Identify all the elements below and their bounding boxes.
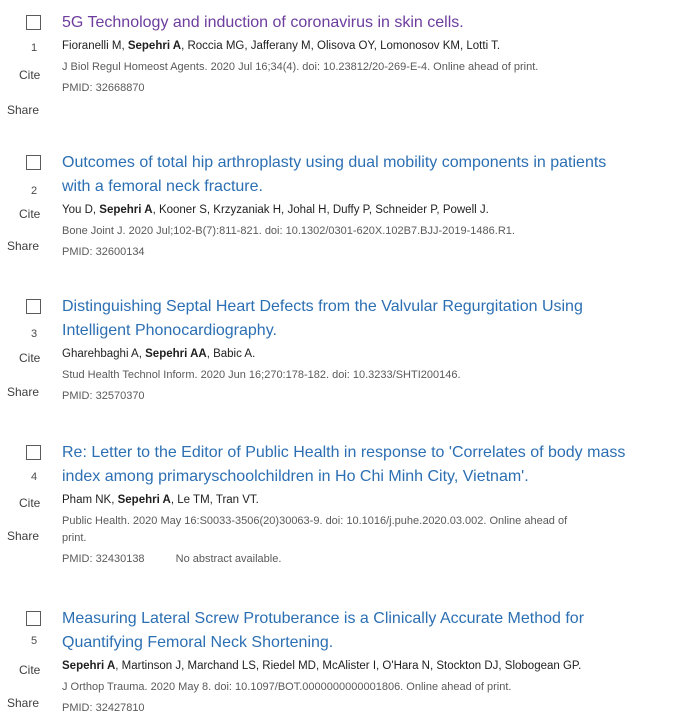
pmid-row <box>62 388 692 405</box>
author-name: Babic A. <box>213 348 256 360</box>
author-name: Gharehbaghi A <box>62 348 139 360</box>
result-pmid: PMID: 32600134 <box>62 246 145 258</box>
author-name: Sepehri A <box>127 40 182 52</box>
author-name: Roccia MG <box>187 40 245 52</box>
share-button[interactable]: Share <box>7 239 40 253</box>
result-title-line: with a femoral neck fracture. <box>62 178 263 195</box>
share-button[interactable]: Share <box>7 385 40 399</box>
result-number: 2 <box>30 185 38 197</box>
citation-line: print. <box>62 532 87 544</box>
pmid-row <box>62 551 692 568</box>
result-checkbox[interactable] <box>26 155 41 170</box>
result-title-link[interactable] <box>62 295 692 343</box>
result-pmid: PMID: 32668870 <box>62 82 145 94</box>
result-title-link[interactable] <box>62 151 692 199</box>
result-content <box>62 11 692 97</box>
cite-button[interactable]: Cite <box>19 496 41 510</box>
author-name: Sepehri A <box>62 660 116 672</box>
result-authors: You D, Sepehri A, Kooner S, Krzyzaniak H, Johal H, Duffy P, Schneider P, Powell J. <box>62 204 489 216</box>
author-name: Lomonosov KM <box>380 40 460 52</box>
author-name: O'Hara N <box>382 660 430 672</box>
result-number: 5 <box>30 635 38 647</box>
author-name: Olisova OY <box>317 40 374 52</box>
author-name: Martinson J <box>121 660 182 672</box>
author-name: Krzyzaniak H <box>213 204 282 216</box>
share-button[interactable]: Share <box>7 529 40 543</box>
author-name: Tran VT. <box>215 494 259 506</box>
result-content <box>62 295 692 405</box>
result-title-link[interactable] <box>62 11 692 35</box>
result-pmid: PMID: 32427810 <box>62 702 145 714</box>
result-checkbox[interactable] <box>26 445 41 460</box>
result-title-link[interactable] <box>62 607 692 655</box>
cite-button[interactable]: Cite <box>19 207 41 221</box>
result-content <box>62 607 692 717</box>
author-name: Powell J. <box>442 204 489 216</box>
result-citation <box>62 367 692 384</box>
result-title-line: Outcomes of total hip arthroplasty using dual mobility components in patients <box>62 154 607 171</box>
result-authors: Sepehri A, Martinson J, Marchand LS, Riedel MD, McAlister I, O'Hara N, Stockton DJ, Slobogean GP. <box>62 660 582 672</box>
result-content <box>62 151 692 261</box>
author-name: Sepehri A <box>99 204 153 216</box>
author-name: Pham NK <box>62 494 112 506</box>
result-citation <box>62 223 692 240</box>
result-number: 4 <box>30 471 38 483</box>
result-checkbox[interactable] <box>26 15 41 30</box>
author-name: Lotti T. <box>466 40 501 52</box>
author-name: Kooner S <box>158 204 207 216</box>
result-authors: Pham NK, Sepehri A, Le TM, Tran VT. <box>62 494 259 506</box>
cite-button[interactable]: Cite <box>19 351 41 365</box>
result-authors: Fioranelli M, Sepehri A, Roccia MG, Jafferany M, Olisova OY, Lomonosov KM, Lotti T. <box>62 40 501 52</box>
result-title-line: Re: Letter to the Editor of Public Health in response to 'Correlates of body mass <box>62 444 626 461</box>
share-button[interactable]: Share <box>7 103 40 117</box>
author-name: Le TM <box>177 494 210 506</box>
result-citation <box>62 513 692 547</box>
citation-line: J Biol Regul Homeost Agents. 2020 Jul 16;34(4). doi: 10.23812/20-269-E-4. Online ahead of print. <box>62 61 539 73</box>
pmid-row <box>62 244 692 261</box>
citation-line: Bone Joint J. 2020 Jul;102-B(7):811-821. doi: 10.1302/0301-620X.102B7.BJJ-2019-1486.R1. <box>62 225 515 237</box>
result-checkbox[interactable] <box>26 299 41 314</box>
result-number: 3 <box>30 328 38 340</box>
author-name: McAlister I <box>322 660 377 672</box>
author-name: Riedel MD <box>262 660 316 672</box>
author-name: Johal H <box>287 204 327 216</box>
result-title-line: Quantifying Femoral Neck Shortening. <box>62 634 334 651</box>
result-content <box>62 441 692 568</box>
pmid-row <box>62 80 692 97</box>
citation-line: Stud Health Technol Inform. 2020 Jun 16;270:178-182. doi: 10.3233/SHTI200146. <box>62 369 461 381</box>
result-pmid: PMID: 32570370 <box>62 390 145 402</box>
result-authors: Gharehbaghi A, Sepehri AA, Babic A. <box>62 348 256 360</box>
share-button[interactable]: Share <box>7 696 40 710</box>
author-name: Fioranelli M <box>62 40 122 52</box>
result-pmid: PMID: 32430138 <box>62 553 145 565</box>
citation-line: Public Health. 2020 May 16:S0033-3506(20)30063-9. doi: 10.1016/j.puhe.2020.03.002. Online ahead of <box>62 515 568 527</box>
author-name: Sepehri AA <box>145 348 207 360</box>
result-checkbox[interactable] <box>26 611 41 626</box>
author-name: You D <box>62 204 93 216</box>
no-abstract-note: No abstract available. <box>175 553 282 565</box>
author-name: Sepehri A <box>117 494 171 506</box>
result-number: 1 <box>30 42 38 54</box>
result-title-line: Distinguishing Septal Heart Defects from the Valvular Regurgitation Using <box>62 298 583 315</box>
result-title-line: Measuring Lateral Screw Protuberance is a Clinically Accurate Method for <box>62 610 585 627</box>
cite-button[interactable]: Cite <box>19 68 41 82</box>
author-name: Slobogean GP. <box>504 660 582 672</box>
author-name: Jafferany M <box>250 40 311 52</box>
result-citation <box>62 679 692 696</box>
pmid-row <box>62 700 692 717</box>
author-name: Schneider P <box>375 204 437 216</box>
result-title-link[interactable] <box>62 441 692 489</box>
result-title-line: index among primaryschoolchildren in Ho Chi Minh City, Vietnam'. <box>62 468 529 485</box>
author-name: Duffy P <box>332 204 369 216</box>
author-name: Marchand LS <box>187 660 256 672</box>
result-citation <box>62 59 692 76</box>
cite-button[interactable]: Cite <box>19 663 41 677</box>
citation-line: J Orthop Trauma. 2020 May 8. doi: 10.1097/BOT.0000000000001806. Online ahead of print. <box>62 681 512 693</box>
result-title-line: Intelligent Phonocardiography. <box>62 322 277 339</box>
result-title-line: 5G Technology and induction of coronavirus in skin cells. <box>62 14 464 31</box>
author-name: Stockton DJ <box>436 660 499 672</box>
